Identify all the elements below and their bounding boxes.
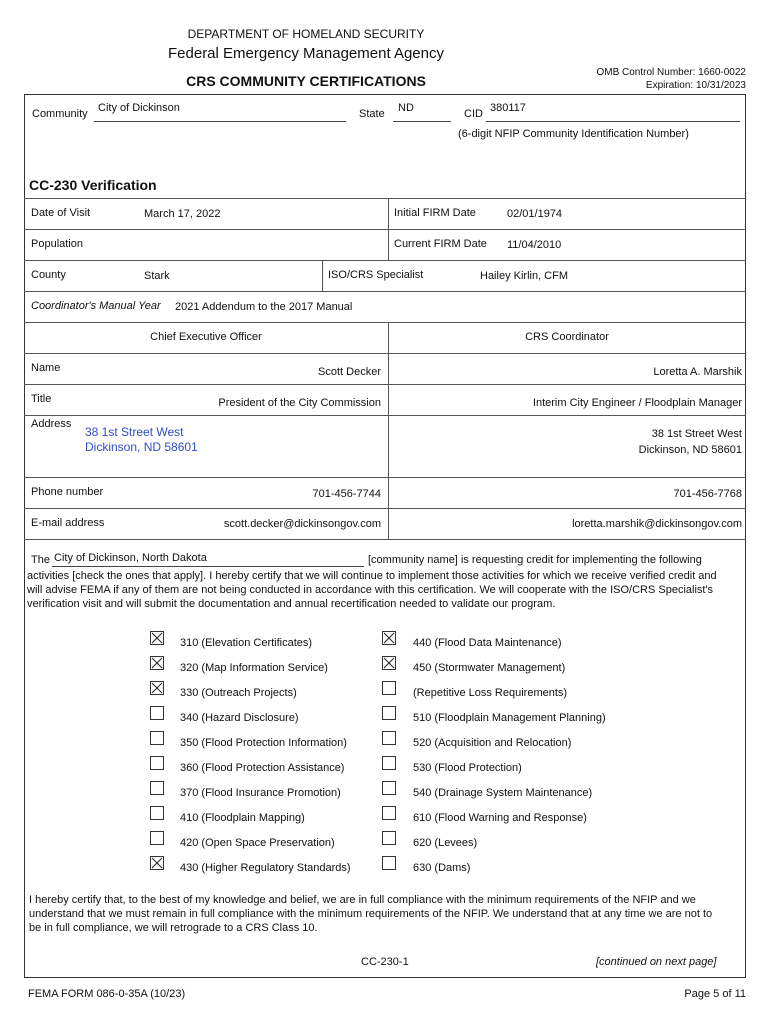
title-label: Title — [31, 393, 52, 405]
state-underline — [393, 121, 451, 122]
activity-label-right-7: 610 (Flood Warning and Response) — [413, 812, 587, 824]
activity-label-left-1: 320 (Map Information Service) — [180, 662, 328, 674]
coordinator-title-field[interactable]: Interim City Engineer / Floodplain Manager — [532, 397, 742, 409]
checkbox-left-6[interactable] — [150, 781, 164, 795]
coordinator-phone-field[interactable]: 701-456-7768 — [673, 488, 742, 500]
certification-line4: verification visit and will submit the documentation and annual recertification needed to validate our program. — [27, 598, 556, 610]
specialist-field[interactable]: Hailey Kirlin, CFM — [480, 270, 569, 282]
ceo-address-line2[interactable]: Dickinson, ND 58601 — [85, 440, 198, 454]
page-number: Page 5 of 11 — [684, 988, 746, 1000]
form-frame — [24, 94, 746, 978]
checkbox-right-7[interactable] — [382, 806, 396, 820]
ceo-phone-field[interactable]: 701-456-7744 — [312, 488, 381, 500]
compliance-line3: be in full compliance, we will retrograde to a CRS Class 10. — [29, 922, 318, 934]
initial-firm-label: Initial FIRM Date — [394, 207, 476, 219]
name-label: Name — [31, 362, 61, 374]
state-label: State — [359, 108, 385, 120]
activity-label-right-9: 630 (Dams) — [413, 862, 471, 874]
ceo-name-field[interactable]: Scott Decker — [318, 366, 381, 378]
ceo-column-header: Chief Executive Officer — [150, 331, 262, 343]
manual-year-field[interactable]: 2021 Addendum to the 2017 Manual — [175, 301, 353, 313]
form-number: FEMA FORM 086-0-35A (10/23) — [28, 988, 186, 1000]
department-name: DEPARTMENT OF HOMELAND SECURITY — [187, 27, 425, 41]
ceo-title-field[interactable]: President of the City Commission — [218, 397, 381, 409]
activity-label-right-1: 450 (Stormwater Management) — [413, 662, 566, 674]
compliance-line2: understand that we must remain in full compliance with the minimum requirements of the NFIP. We understand that at any time we are not to — [29, 908, 713, 920]
checkbox-left-1[interactable] — [150, 656, 164, 670]
date-of-visit-label: Date of Visit — [31, 207, 91, 219]
activity-label-left-5: 360 (Flood Protection Assistance) — [180, 762, 345, 774]
population-label: Population — [31, 238, 83, 250]
checkbox-left-3[interactable] — [150, 706, 164, 720]
checkbox-left-5[interactable] — [150, 756, 164, 770]
activity-label-right-2: (Repetitive Loss Requirements) — [413, 687, 568, 699]
activity-label-left-0: 310 (Elevation Certificates) — [180, 637, 313, 649]
checkbox-right-1[interactable] — [382, 656, 396, 670]
activity-label-left-9: 430 (Higher Regulatory Standards) — [180, 862, 351, 874]
coordinator-name-field[interactable]: Loretta A. Marshik — [653, 366, 742, 378]
community-field[interactable]: City of Dickinson — [98, 102, 180, 114]
checkbox-right-5[interactable] — [382, 756, 396, 770]
cid-label: CID — [464, 108, 483, 120]
date-of-visit-field[interactable]: March 17, 2022 — [144, 208, 221, 220]
activity-label-right-5: 530 (Flood Protection) — [413, 762, 522, 774]
checkbox-right-6[interactable] — [382, 781, 396, 795]
state-field[interactable]: ND — [398, 102, 414, 114]
omb-control-number: OMB Control Number: 1660-0022 — [596, 67, 746, 78]
expiration-date: Expiration: 10/31/2023 — [645, 80, 746, 91]
activity-label-right-0: 440 (Flood Data Maintenance) — [413, 637, 562, 649]
manual-year-label: Coordinator's Manual Year — [31, 300, 161, 312]
section-title: CC-230 Verification — [29, 177, 157, 193]
checkbox-right-3[interactable] — [382, 706, 396, 720]
ceo-email-field[interactable]: scott.decker@dickinsongov.com — [223, 518, 381, 530]
activity-label-right-8: 620 (Levees) — [413, 837, 478, 849]
checkbox-right-8[interactable] — [382, 831, 396, 845]
checkbox-left-0[interactable] — [150, 631, 164, 645]
county-field[interactable]: Stark — [144, 270, 170, 282]
coordinator-address-line1[interactable]: 38 1st Street West — [651, 428, 742, 440]
coordinator-address-line2[interactable]: Dickinson, ND 58601 — [638, 444, 742, 456]
checkbox-right-4[interactable] — [382, 731, 396, 745]
activity-label-left-3: 340 (Hazard Disclosure) — [180, 712, 299, 724]
activity-label-right-4: 520 (Acquisition and Relocation) — [413, 737, 572, 749]
email-label: E-mail address — [31, 517, 105, 529]
checkbox-right-9[interactable] — [382, 856, 396, 870]
activity-label-right-6: 540 (Drainage System Maintenance) — [413, 787, 593, 799]
activity-label-left-2: 330 (Outreach Projects) — [180, 687, 297, 699]
checkbox-left-7[interactable] — [150, 806, 164, 820]
community-name-underline — [52, 566, 364, 567]
form-title: CRS COMMUNITY CERTIFICATIONS — [186, 73, 426, 89]
activity-label-left-8: 420 (Open Space Preservation) — [180, 837, 335, 849]
ceo-address-line1[interactable]: 38 1st Street West — [85, 425, 184, 439]
continued-note: [continued on next page] — [596, 956, 717, 968]
cid-underline — [486, 121, 740, 122]
activity-label-left-6: 370 (Flood Insurance Promotion) — [180, 787, 341, 799]
current-firm-field[interactable]: 11/04/2010 — [507, 239, 562, 251]
phone-label: Phone number — [31, 486, 104, 498]
cid-note: (6-digit NFIP Community Identification Number) — [458, 128, 689, 140]
cid-field[interactable]: 380117 — [490, 102, 526, 114]
page-code: CC-230-1 — [361, 956, 409, 968]
certification-line1: [community name] is requesting credit for implementing the following — [368, 554, 702, 566]
activity-label-left-4: 350 (Flood Protection Information) — [180, 737, 347, 749]
address-label: Address — [31, 418, 72, 430]
certification-line3: will advise FEMA if any of them are not being conducted in accordance with this certification. We will cooperate with the ISO/CRS Specialist's — [27, 584, 714, 596]
checkbox-right-0[interactable] — [382, 631, 396, 645]
checkbox-left-8[interactable] — [150, 831, 164, 845]
current-firm-label: Current FIRM Date — [394, 238, 487, 250]
activity-label-right-3: 510 (Floodplain Management Planning) — [413, 712, 606, 724]
certification-line2: activities [check the ones that apply]. I hereby certify that we will continue to implement those activities for which we receive verified credit and — [27, 570, 717, 582]
community-underline — [94, 121, 346, 122]
coordinator-email-field[interactable]: loretta.marshik@dickinsongov.com — [572, 518, 742, 530]
community-name-field[interactable]: City of Dickinson, North Dakota — [54, 552, 207, 564]
compliance-line1: I hereby certify that, to the best of my knowledge and belief, we are in full compliance with the minimum requirements of the NFIP and we — [29, 894, 696, 906]
checkbox-right-2[interactable] — [382, 681, 396, 695]
initial-firm-field[interactable]: 02/01/1974 — [507, 208, 563, 220]
checkbox-left-4[interactable] — [150, 731, 164, 745]
the-word: The — [31, 554, 50, 566]
community-label: Community — [32, 108, 88, 120]
checkbox-left-9[interactable] — [150, 856, 164, 870]
activity-label-left-7: 410 (Floodplain Mapping) — [180, 812, 305, 824]
agency-name: Federal Emergency Management Agency — [168, 45, 444, 62]
county-label: County — [31, 269, 66, 281]
specialist-label: ISO/CRS Specialist — [328, 269, 424, 281]
coordinator-column-header: CRS Coordinator — [525, 331, 609, 343]
checkbox-left-2[interactable] — [150, 681, 164, 695]
